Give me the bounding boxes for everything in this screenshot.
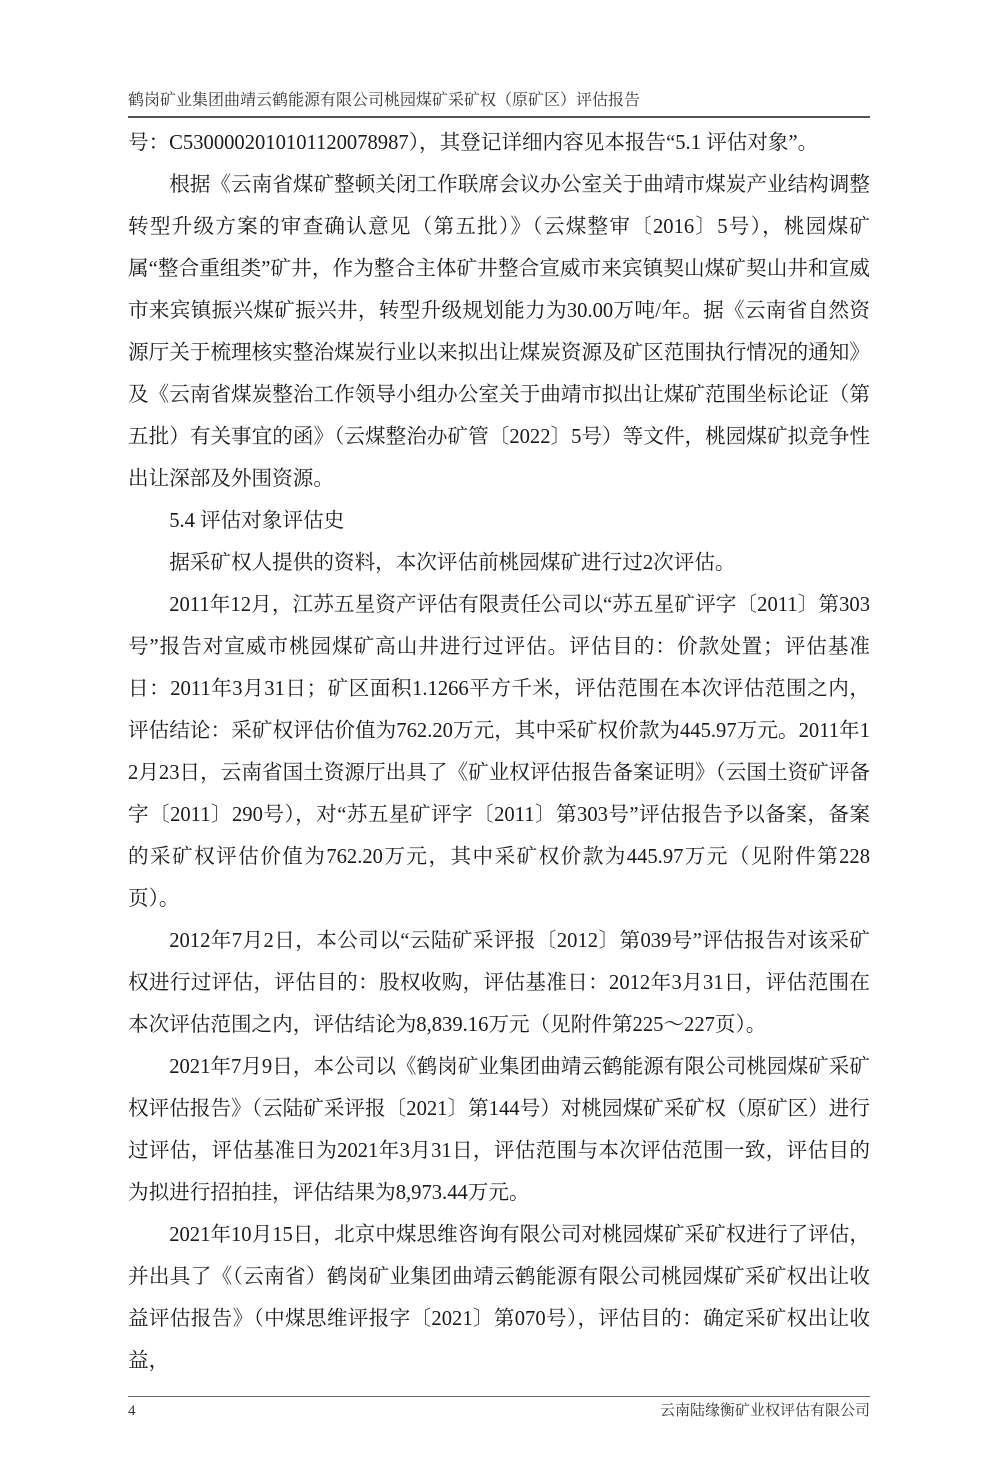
paragraph: 据采矿权人提供的资料，本次评估前桃园煤矿进行过2次评估。 <box>169 552 736 574</box>
section-heading: 5.4 评估对象评估史 <box>169 510 345 532</box>
document-body <box>128 122 870 1382</box>
paragraph: 2011年12月，江苏五星资产评估有限责任公司以“苏五星矿评字〔2011〕第303号”报告对宣威市桃园煤矿高山井进行过评估。评估目的：价款处置；评估基准日：2011年3月31日；矿区面积1.1266平方千米，评估范围在本次评估范围之内，评估结论：采矿权评估价值为762.20万元，其中采矿权价款为445.97万元。2011年12月23日，云南省国土资源厅出具了《矿业权评估报告备案证明》（云国土资矿评备字〔2011〕290号），对“苏五星矿评字〔2011〕第303号”评估报告予以备案，备案的采矿权评估价值为762.20万元，其中采矿权价款为445.97万元（见附件第228页）。 <box>128 594 870 910</box>
paragraph: 2021年10月15日，北京中煤思维咨询有限公司对桃园煤矿采矿权进行了评估，并出具了《（云南省）鹤岗矿业集团曲靖云鹤能源有限公司桃园煤矿采矿权出让收益评估报告》（中煤思维评报字〔2021〕第070号），评估目的：确定采矿权出让收益， <box>128 1224 870 1372</box>
paragraph: 2012年7月2日，本公司以“云陆矿采评报〔2012〕第039号”评估报告对该采矿权进行过评估，评估目的：股权收购，评估基准日：2012年3月31日，评估范围在本次评估范围之内，评估结论为8,839.16万元（见附件第225～227页）。 <box>128 930 870 1036</box>
page-number: 4 <box>128 1403 136 1419</box>
page-footer <box>128 1401 870 1421</box>
footer-divider <box>128 1396 870 1397</box>
footer-organization: 云南陆缘衡矿业权评估有限公司 <box>659 1403 870 1419</box>
running-header: 鹤岗矿业集团曲靖云鹤能源有限公司桃园煤矿采矿权（原矿区）评估报告 <box>128 92 641 109</box>
header-divider <box>128 116 870 118</box>
paragraph: 2021年7月9日，本公司以《鹤岗矿业集团曲靖云鹤能源有限公司桃园煤矿采矿权评估报告》（云陆矿采评报〔2021〕第144号）对桃园煤矿采矿权（原矿区）进行过评估，评估基准日为2021年3月31日，评估范围与本次评估范围一致，评估目的为拟进行招拍挂，评估结果为8,973.44万元。 <box>128 1056 870 1204</box>
paragraph-continuation: 号：C5300002010101120078987），其登记详细内容见本报告“5.1 评估对象”。 <box>128 132 819 154</box>
paragraph: 根据《云南省煤矿整顿关闭工作联席会议办公室关于曲靖市煤炭产业结构调整转型升级方案的审查确认意见（第五批）》（云煤整审〔2016〕5号），桃园煤矿属“整合重组类”矿井，作为整合主体矿井整合宣威市来宾镇契山煤矿契山井和宣威市来宾镇振兴煤矿振兴井，转型升级规划能力为30.00万吨/年。据《云南省自然资源厅关于梳理核实整治煤炭行业以来拟出让煤炭资源及矿区范围执行情况的通知》及《云南省煤炭整治工作领导小组办公室关于曲靖市拟出让煤矿范围坐标论证（第五批）有关事宜的函》（云煤整治办矿管〔2022〕5号）等文件，桃园煤矿拟竞争性出让深部及外围资源。 <box>128 174 870 490</box>
